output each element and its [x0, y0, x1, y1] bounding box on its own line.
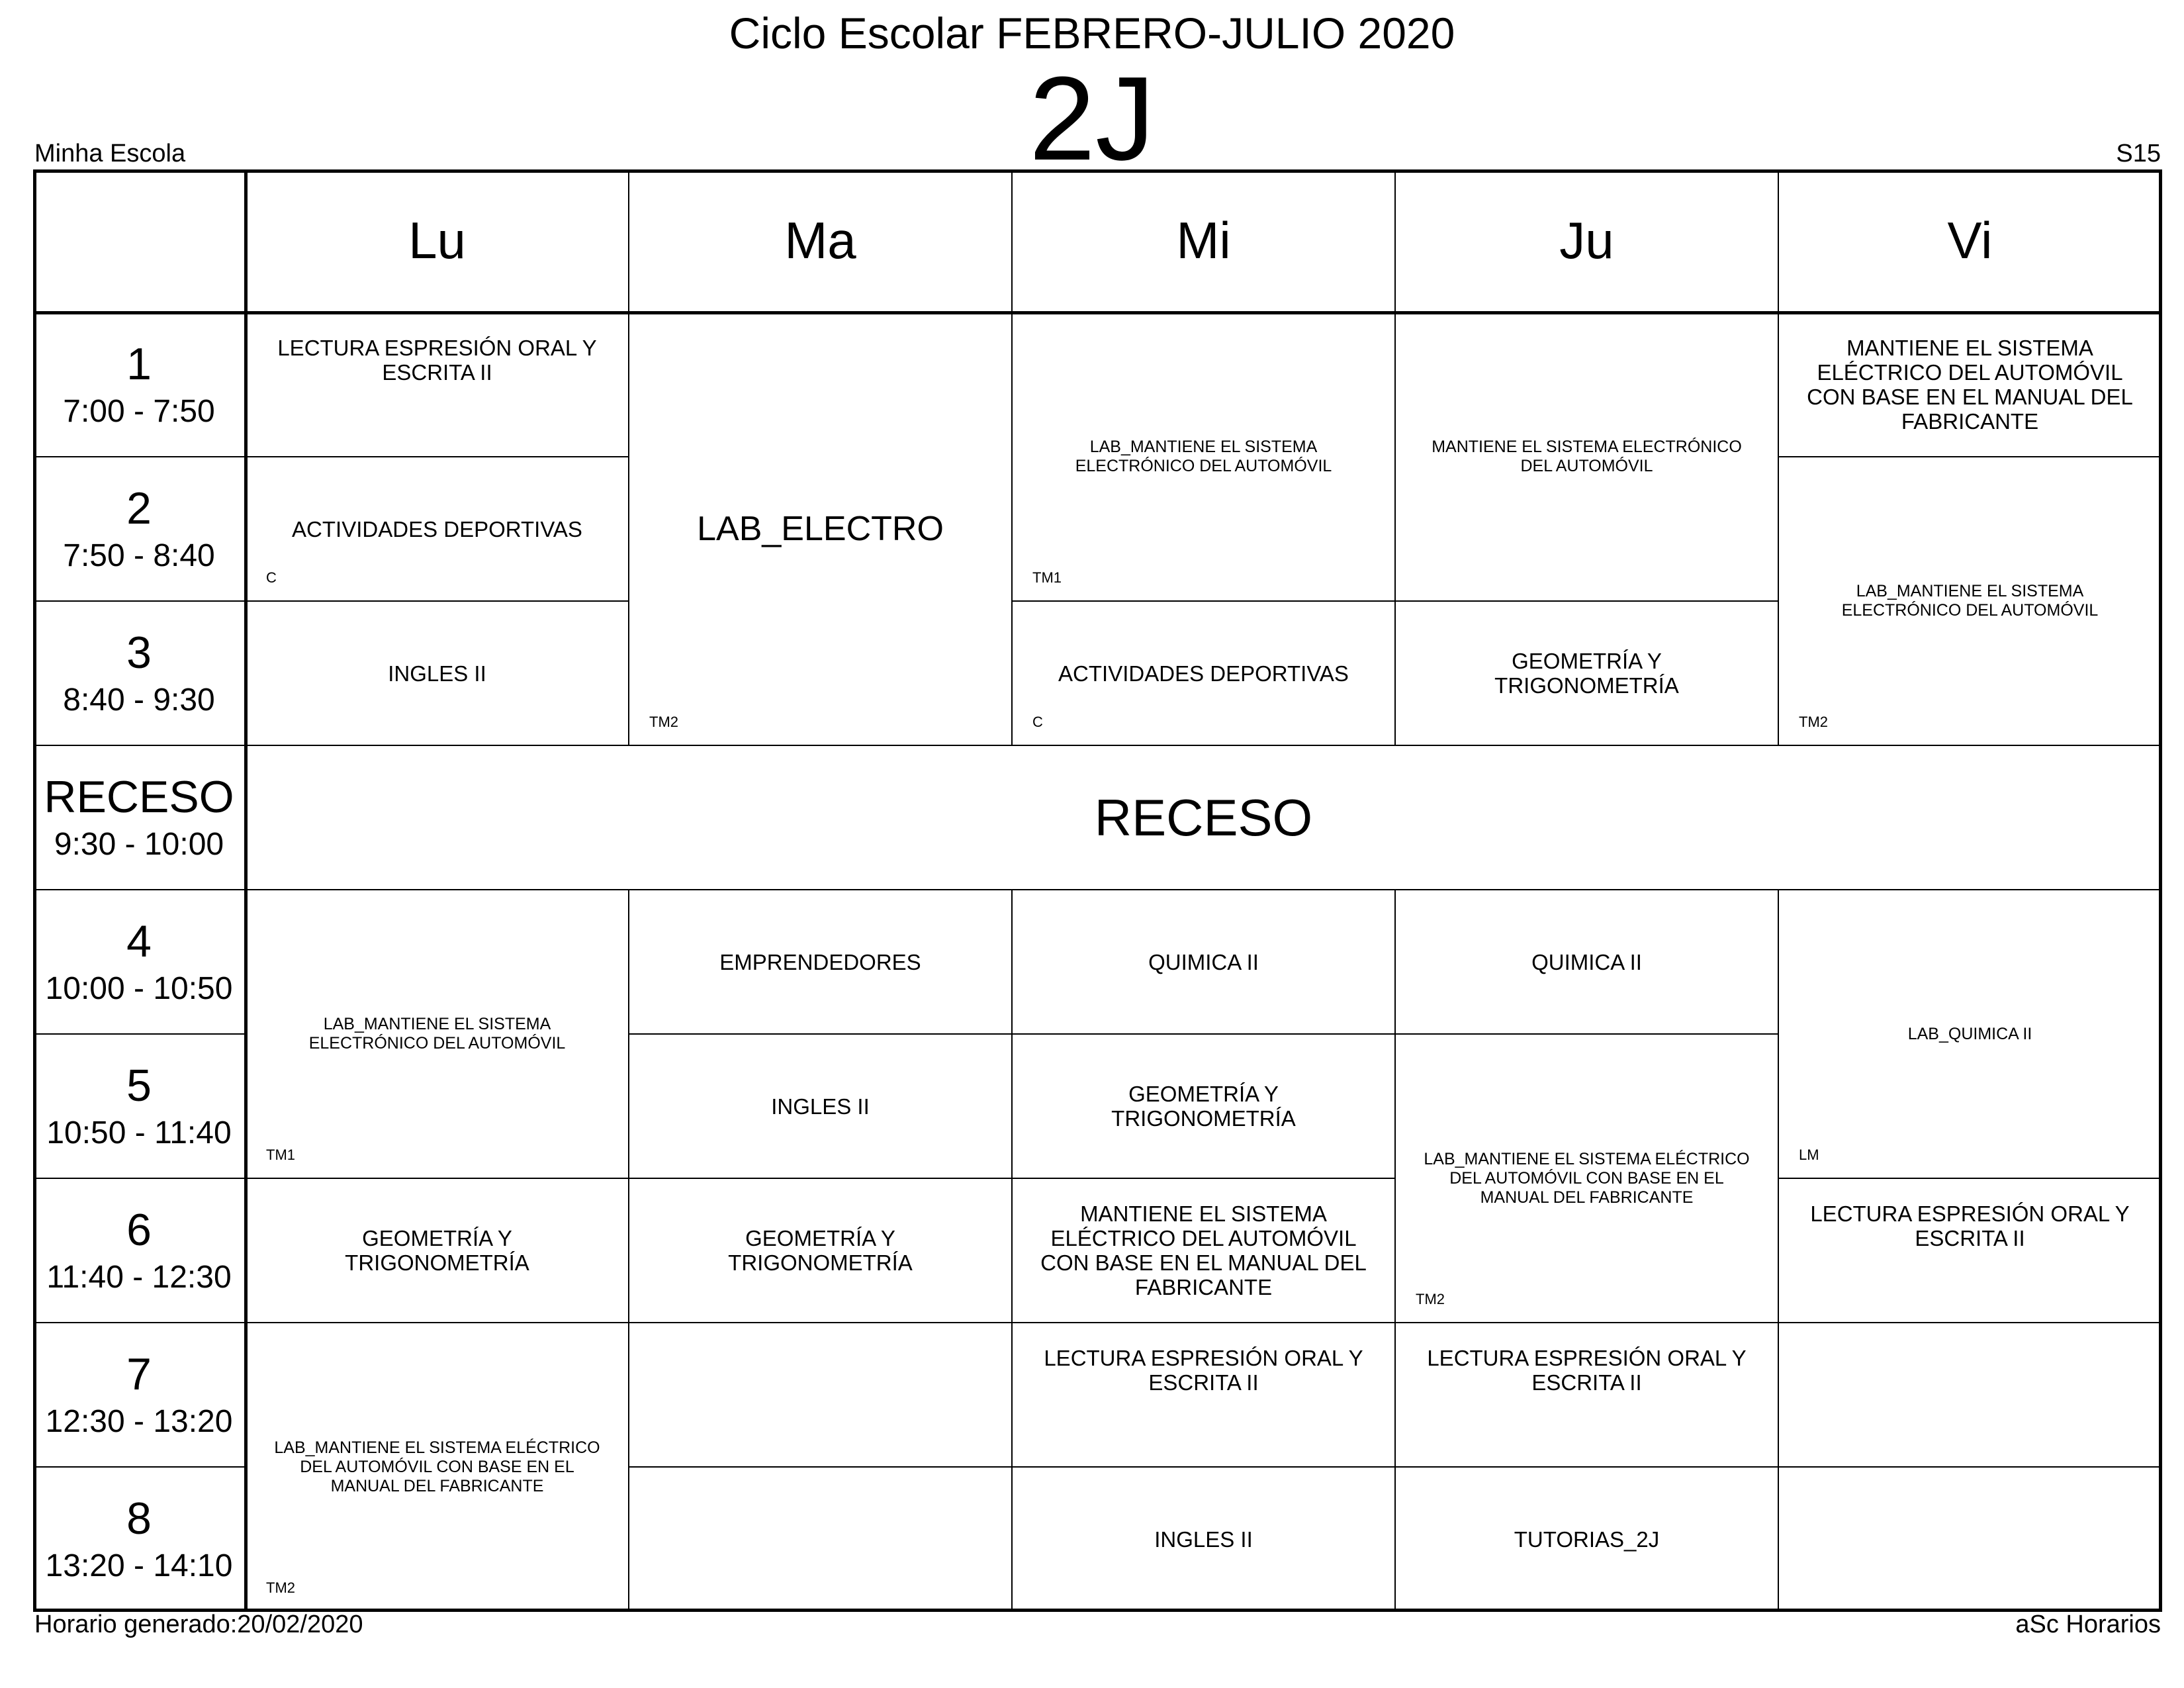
period-number: 2	[126, 483, 152, 534]
lesson-room: C	[1032, 714, 1043, 730]
lesson-room: TM2	[266, 1579, 295, 1596]
lesson-subject: EMPRENDEDORES	[719, 949, 921, 974]
period-header	[33, 1323, 246, 1468]
lesson-room: TM1	[266, 1147, 295, 1163]
lesson-room: C	[266, 569, 277, 586]
lesson-subject: MANTIENE EL SISTEMA ELÉCTRICO DEL AUTOMÓVIL CON BASE EN EL MANUAL DEL FABRICANTE	[1040, 1201, 1367, 1299]
lesson-cell[interactable]	[246, 1179, 629, 1323]
lesson-subject: GEOMETRÍA Y TRIGONOMETRÍA	[345, 1226, 529, 1275]
lesson-cell[interactable]	[1779, 457, 2162, 746]
lesson-cell[interactable]	[1396, 1035, 1779, 1323]
recess-band: RECESO	[246, 746, 2162, 890]
period-time: 7:00 - 7:50	[63, 394, 215, 429]
generated-date: Horario generado:20/02/2020	[34, 1611, 363, 1638]
lesson-subject: GEOMETRÍA Y TRIGONOMETRÍA	[728, 1226, 913, 1275]
lesson-cell[interactable]	[1013, 602, 1396, 746]
lesson-subject: LAB_MANTIENE EL SISTEMA ELECTRÓNICO DEL AUTOMÓVIL	[1841, 582, 2099, 620]
lesson-room: TM2	[649, 714, 678, 730]
lesson-cell[interactable]	[1779, 890, 2162, 1179]
period-time: 8:40 - 9:30	[63, 682, 215, 718]
period-number: RECESO	[44, 772, 234, 822]
day-header: Mi	[1013, 169, 1396, 313]
period-number: 5	[126, 1060, 152, 1111]
software-credit: aSc Horarios	[2015, 1611, 2161, 1638]
day-header: Lu	[246, 169, 629, 313]
lesson-subject: LAB_MANTIENE EL SISTEMA ELECTRÓNICO DEL AUTOMÓVIL	[308, 1015, 566, 1053]
period-number: 3	[126, 628, 152, 678]
period-number: 1	[126, 339, 152, 389]
lesson-cell[interactable]	[1779, 1179, 2162, 1323]
lesson-cell[interactable]	[1396, 1323, 1779, 1468]
period-time: 9:30 - 10:00	[54, 827, 224, 862]
lesson-subject: QUIMICA II	[1531, 949, 1642, 974]
header-divider	[33, 311, 2162, 314]
timetable-title: Ciclo Escolar FEBRERO-JULIO 2020	[729, 9, 1455, 58]
period-time: 11:40 - 12:30	[46, 1260, 232, 1295]
period-header	[33, 746, 246, 890]
lesson-cell[interactable]	[1779, 1468, 2162, 1612]
lesson-cell[interactable]	[629, 890, 1013, 1035]
period-number: 6	[126, 1205, 152, 1255]
lesson-cell[interactable]	[629, 1179, 1013, 1323]
period-header	[33, 313, 246, 457]
lesson-subject: ACTIVIDADES DEPORTIVAS	[292, 516, 582, 541]
lesson-subject: LECTURA ESPRESIÓN ORAL Y ESCRITA II	[1810, 1201, 2130, 1250]
period-time: 13:20 - 14:10	[45, 1548, 233, 1583]
lesson-cell[interactable]	[246, 1323, 629, 1612]
lesson-cell[interactable]	[1013, 1179, 1396, 1323]
period-number: 8	[126, 1493, 152, 1544]
lesson-subject: MANTIENE EL SISTEMA ELECTRÓNICO DEL AUTOMÓVIL	[1432, 438, 1742, 475]
period-column-divider	[244, 169, 248, 1612]
lesson-subject: LAB_QUIMICA II	[1907, 1024, 2032, 1043]
period-time: 10:50 - 11:40	[46, 1115, 232, 1150]
lesson-cell[interactable]	[246, 457, 629, 602]
lesson-cell[interactable]	[629, 1323, 1013, 1468]
lesson-subject: LECTURA ESPRESIÓN ORAL Y ESCRITA II	[277, 336, 597, 385]
schedule-code: S15	[2116, 140, 2161, 167]
lesson-subject: INGLES II	[771, 1094, 870, 1119]
lesson-cell[interactable]	[1013, 1468, 1396, 1612]
lesson-room: TM1	[1032, 569, 1062, 586]
class-name: 2J	[1028, 52, 1156, 185]
timetable-grid	[33, 169, 2162, 1612]
lesson-subject: INGLES II	[1154, 1526, 1253, 1552]
school-name: Minha Escola	[34, 140, 186, 167]
period-header	[33, 890, 246, 1035]
period-header	[33, 1179, 246, 1323]
lesson-subject: LECTURA ESPRESIÓN ORAL Y ESCRITA II	[1044, 1346, 1363, 1395]
lesson-subject: ACTIVIDADES DEPORTIVAS	[1058, 661, 1349, 686]
lesson-subject: LAB_MANTIENE EL SISTEMA ELÉCTRICO DEL AUTOMÓVIL CON BASE EN EL MANUAL DEL FABRICANTE	[274, 1438, 600, 1495]
period-time: 7:50 - 8:40	[63, 538, 215, 573]
lesson-cell[interactable]	[246, 602, 629, 746]
lesson-cell[interactable]	[1779, 1323, 2162, 1468]
day-header: Ma	[629, 169, 1013, 313]
lesson-subject: QUIMICA II	[1148, 949, 1259, 974]
period-number: 7	[126, 1349, 152, 1399]
lesson-cell[interactable]	[629, 1468, 1013, 1612]
lesson-cell[interactable]	[1013, 313, 1396, 602]
lesson-subject: GEOMETRÍA Y TRIGONOMETRÍA	[1111, 1082, 1296, 1131]
period-number: 4	[126, 916, 152, 966]
lesson-cell[interactable]	[246, 313, 629, 457]
day-header: Ju	[1396, 169, 1779, 313]
lesson-subject: INGLES II	[388, 661, 486, 686]
period-header	[33, 457, 246, 602]
lesson-subject: LAB_ELECTRO	[697, 510, 944, 548]
period-header	[33, 1035, 246, 1179]
lesson-subject: LAB_MANTIENE EL SISTEMA ELÉCTRICO DEL AUTOMÓVIL CON BASE EN EL MANUAL DEL FABRICANTE	[1424, 1149, 1750, 1207]
lesson-subject: LAB_MANTIENE EL SISTEMA ELECTRÓNICO DEL AUTOMÓVIL	[1075, 438, 1332, 475]
lesson-room: TM2	[1799, 714, 1828, 730]
lesson-room: TM2	[1416, 1291, 1445, 1307]
lesson-cell[interactable]	[1013, 890, 1396, 1035]
lesson-cell[interactable]	[1396, 313, 1779, 602]
lesson-cell[interactable]	[629, 313, 1013, 746]
lesson-cell[interactable]	[1396, 1468, 1779, 1612]
lesson-cell[interactable]	[1396, 602, 1779, 746]
lesson-cell[interactable]	[1779, 313, 2162, 457]
period-header	[33, 602, 246, 746]
lesson-cell[interactable]	[629, 1035, 1013, 1179]
lesson-subject: MANTIENE EL SISTEMA ELÉCTRICO DEL AUTOMÓVIL CON BASE EN EL MANUAL DEL FABRICANTE	[1807, 336, 2133, 434]
lesson-subject: TUTORIAS_2J	[1514, 1526, 1660, 1552]
period-time: 12:30 - 13:20	[45, 1404, 233, 1439]
lesson-cell[interactable]	[1013, 1035, 1396, 1179]
lesson-room: LM	[1799, 1147, 1819, 1163]
period-time: 10:00 - 10:50	[45, 971, 233, 1006]
corner-cell	[33, 169, 246, 313]
lesson-subject: LECTURA ESPRESIÓN ORAL Y ESCRITA II	[1427, 1346, 1747, 1395]
lesson-cell[interactable]	[1396, 890, 1779, 1035]
lesson-cell[interactable]	[1013, 1323, 1396, 1468]
day-header: Vi	[1779, 169, 2162, 313]
lesson-cell[interactable]	[246, 890, 629, 1179]
period-header	[33, 1468, 246, 1612]
lesson-subject: GEOMETRÍA Y TRIGONOMETRÍA	[1494, 649, 1679, 698]
